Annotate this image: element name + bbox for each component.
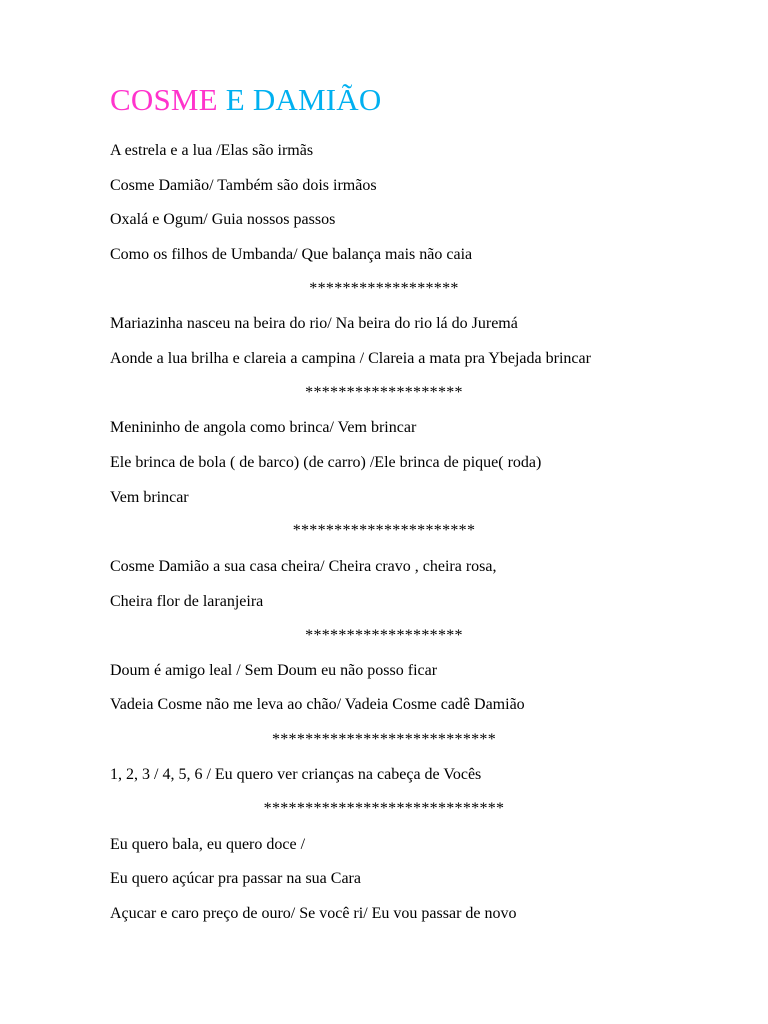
verse-line-15: Eu quero bala, eu quero doce /	[110, 836, 306, 853]
verse-line-14: 1, 2, 3 / 4, 5, 6 / Eu quero ver crianças na cabeça de Vocês	[110, 766, 482, 783]
verse-line-2: Cosme Damião/ Também são dois irmãos	[110, 177, 377, 194]
verse-line-5: Mariazinha nasceu na beira do rio/ Na beira do rio lá do Juremá	[110, 315, 518, 332]
separator-6: *****************************	[263, 800, 505, 817]
verse-line-7: Menininho de angola como brinca/ Vem brincar	[110, 419, 417, 436]
verse-line-10: Cosme Damião a sua casa cheira/ Cheira cravo , cheira rosa,	[110, 558, 497, 575]
verse-line-9: Vem brincar	[110, 489, 189, 506]
verse-line-16: Eu quero açúcar pra passar na sua Cara	[110, 870, 361, 887]
separator-5: ***************************	[271, 731, 497, 748]
verse-line-11: Cheira flor de laranjeira	[110, 593, 264, 610]
verse-line-8: Ele brinca de bola ( de barco) (de carro) /Ele brinca de pique( roda)	[110, 454, 542, 471]
separator-3: **********************	[292, 522, 476, 539]
verse-line-4: Como os filhos de Umbanda/ Que balança mais não caia	[110, 246, 473, 263]
page-title	[110, 84, 382, 115]
title-cosme: COSME	[110, 82, 218, 117]
verse-line-3: Oxalá e Ogum/ Guia nossos passos	[110, 211, 336, 228]
verse-line-12: Doum é amigo leal / Sem Doum eu não posso ficar	[110, 662, 438, 679]
verse-line-6: Aonde a lua brilha e clareia a campina / Clareia a mata pra Ybejada brincar	[110, 350, 591, 367]
verse-line-1: A estrela e a lua /Elas são irmãs	[110, 142, 314, 159]
separator-1: ******************	[309, 280, 459, 297]
verse-line-17: Açucar e caro preço de ouro/ Se você ri/ Eu vou passar de novo	[110, 905, 517, 922]
separator-2: *******************	[305, 384, 463, 401]
title-e-damiao: E DAMIÃO	[217, 82, 382, 117]
verse-line-13: Vadeia Cosme não me leva ao chão/ Vadeia Cosme cadê Damião	[110, 696, 525, 713]
separator-4: *******************	[305, 627, 463, 644]
